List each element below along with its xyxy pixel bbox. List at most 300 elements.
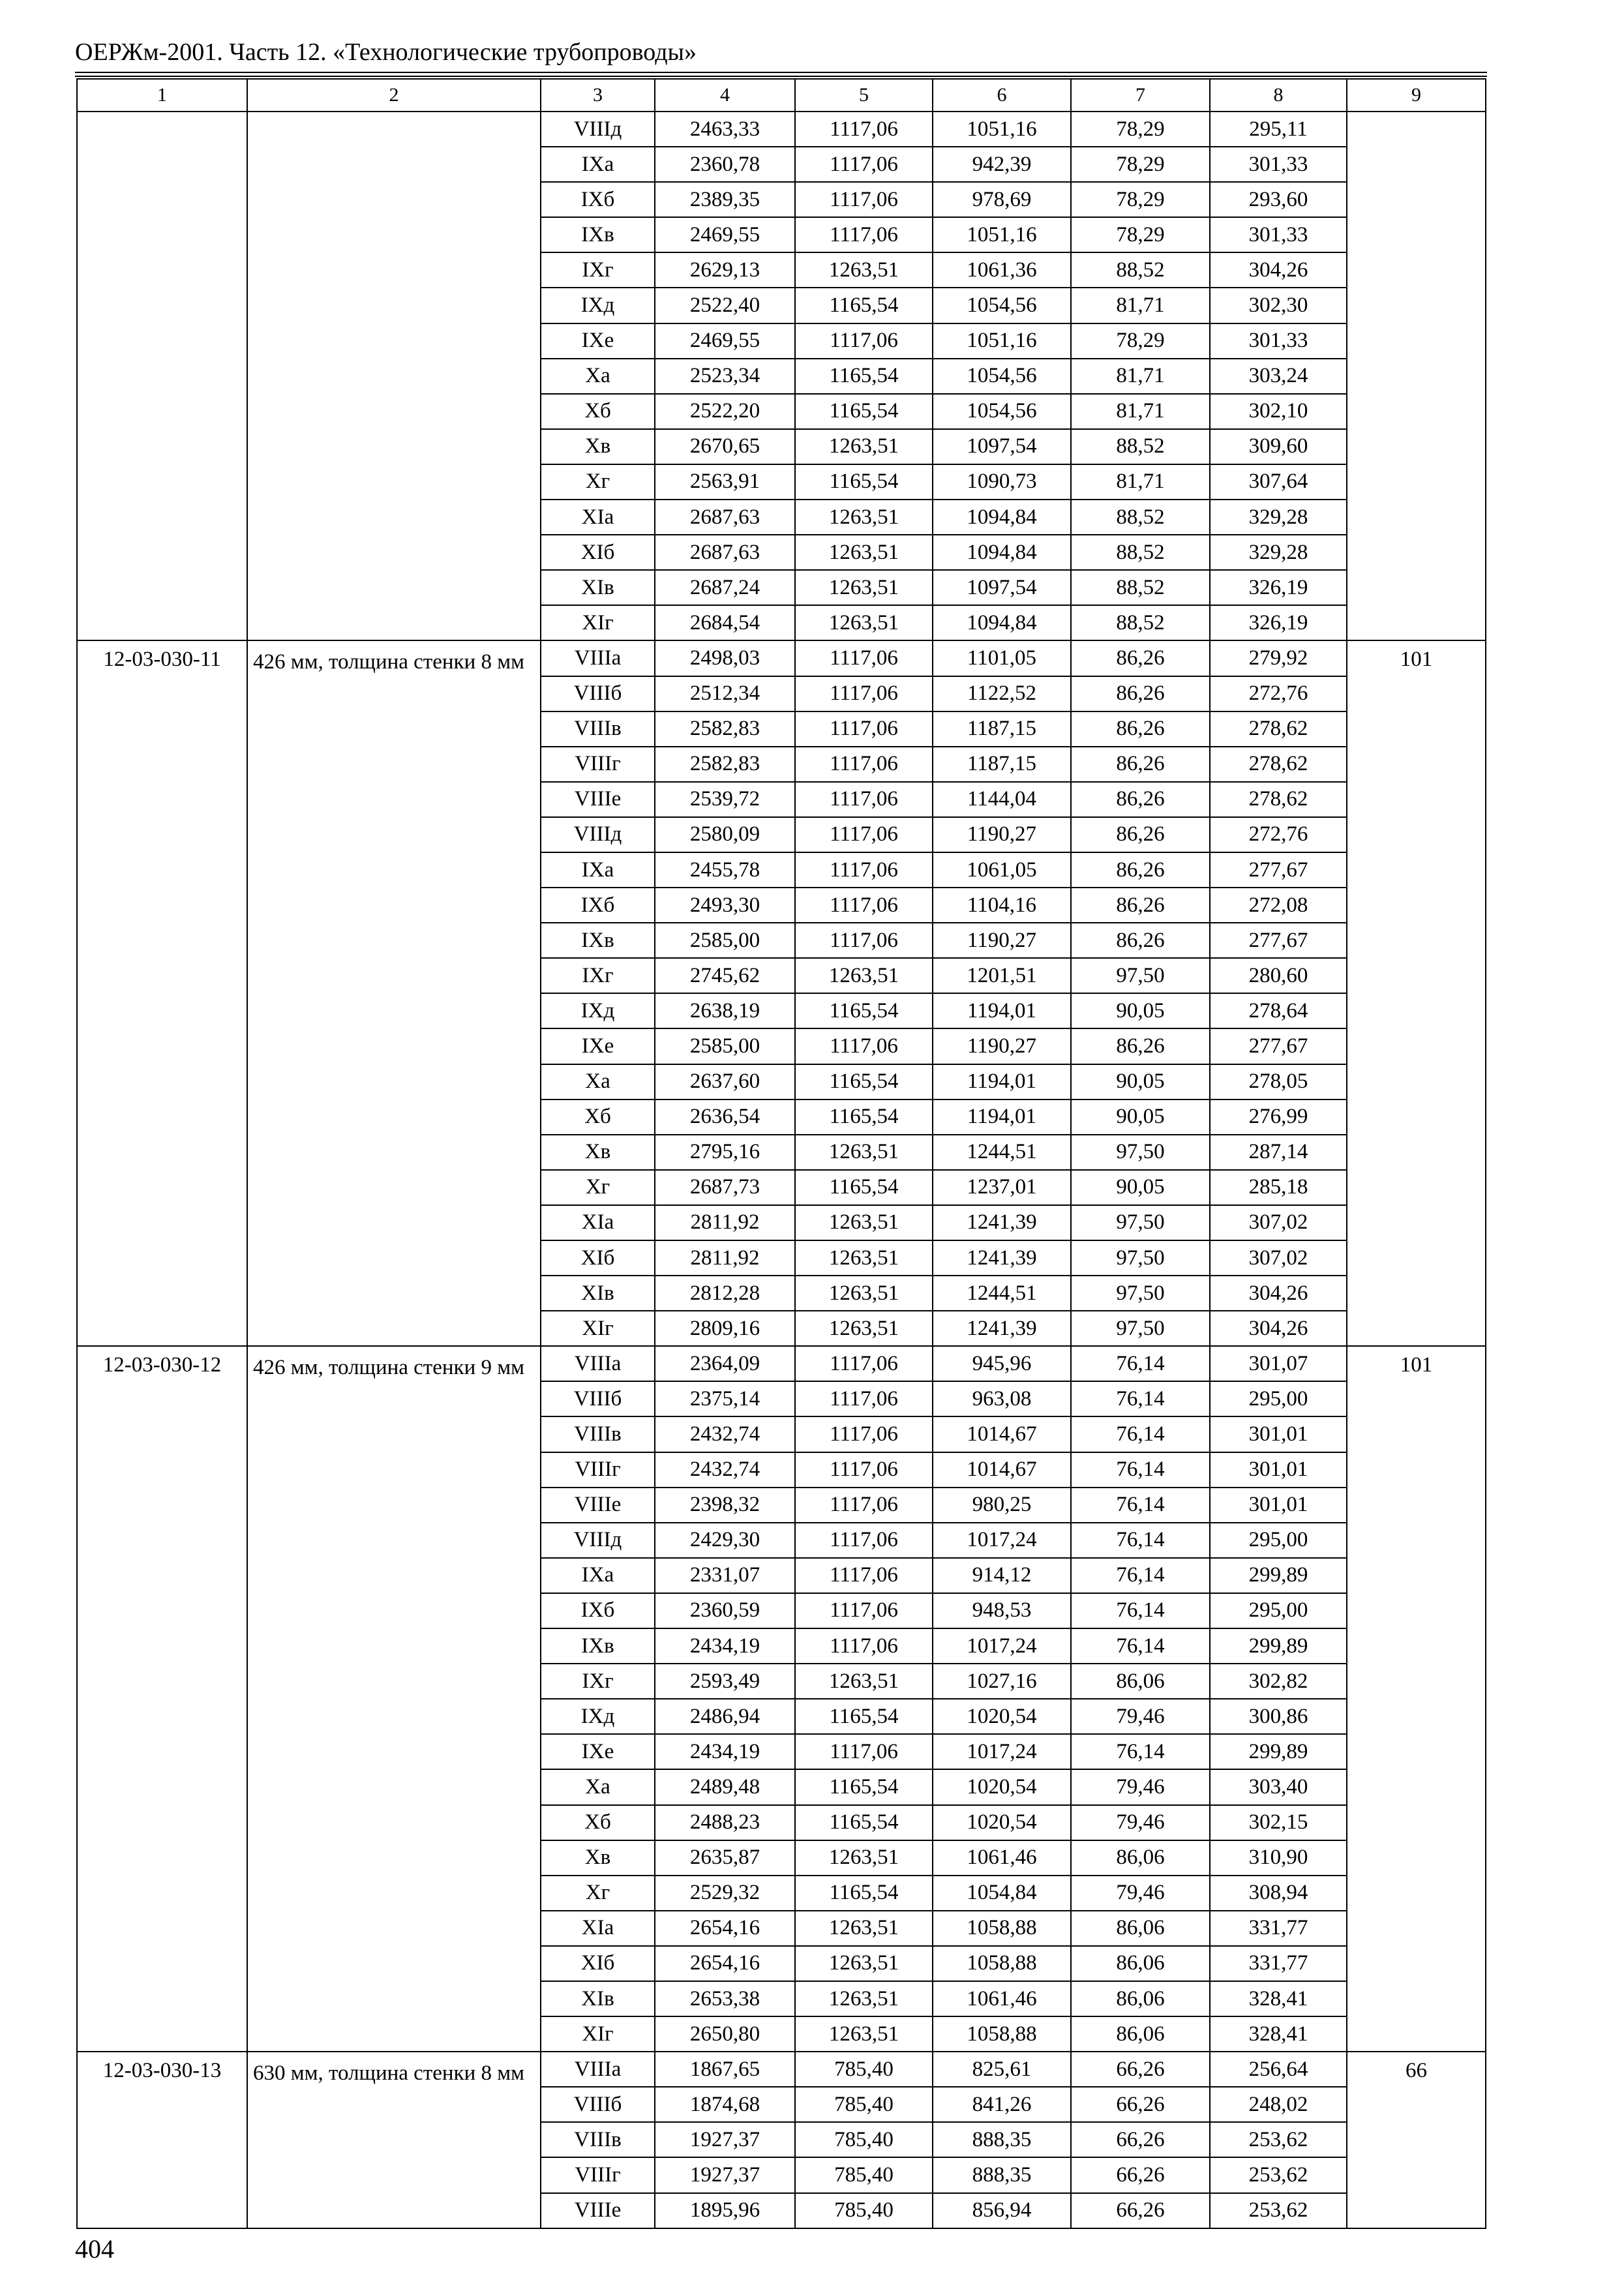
value-cell: 1027,16 [933,1664,1071,1699]
value-cell: 2670,65 [655,429,795,464]
zone-cell: VIIIб [541,676,655,711]
value-cell: 278,64 [1210,993,1347,1028]
value-cell: 78,29 [1071,147,1210,182]
value-cell: 88,52 [1071,535,1210,570]
value-cell: 978,69 [933,182,1071,217]
zone-cell: XIг [541,605,655,640]
value-cell: 1117,06 [795,217,933,252]
value-cell: 295,11 [1210,112,1347,147]
column-number-cell: 6 [933,79,1071,112]
zone-cell: IXд [541,993,655,1028]
value-cell: 1263,51 [795,1240,933,1276]
value-cell: 2687,63 [655,500,795,535]
value-cell: 1187,15 [933,711,1071,747]
value-cell: 1017,24 [933,1734,1071,1769]
value-cell: 1263,51 [795,1205,933,1240]
zone-cell: VIIIд [541,1523,655,1558]
value-cell: 326,19 [1210,605,1347,640]
value-cell: 914,12 [933,1558,1071,1593]
value-cell: 331,77 [1210,1946,1347,1981]
value-cell: 66,26 [1071,2122,1210,2157]
value-cell: 1017,24 [933,1523,1071,1558]
zone-cell: Xв [541,1135,655,1170]
value-cell: 97,50 [1071,1311,1210,1346]
value-cell: 302,10 [1210,394,1347,429]
zone-cell: IXг [541,1664,655,1699]
value-cell: 1051,16 [933,112,1071,147]
value-cell: 1144,04 [933,782,1071,817]
value-cell: 1165,54 [795,993,933,1028]
value-cell: 1117,06 [795,1452,933,1488]
value-cell: 942,39 [933,147,1071,182]
value-cell: 1117,06 [795,1028,933,1064]
value-cell: 276,99 [1210,1100,1347,1135]
value-cell: 253,62 [1210,2122,1347,2157]
zone-cell: IXд [541,1699,655,1734]
value-cell: 1051,16 [933,323,1071,359]
value-cell: 1194,01 [933,1100,1071,1135]
rate-code-cell: 12-03-030-12 [77,1346,247,2052]
value-cell: 301,33 [1210,323,1347,359]
column-number-cell: 8 [1210,79,1347,112]
value-cell: 1058,88 [933,2016,1071,2052]
value-cell: 76,14 [1071,1416,1210,1452]
zone-cell: IXв [541,923,655,958]
value-cell: 277,67 [1210,923,1347,958]
value-cell: 303,24 [1210,359,1347,394]
value-cell: 97,50 [1071,1135,1210,1170]
value-cell: 66,26 [1071,2087,1210,2122]
value-cell: 2364,09 [655,1346,795,1381]
value-cell: 1190,27 [933,923,1071,958]
value-cell: 76,14 [1071,1346,1210,1381]
value-cell: 81,71 [1071,394,1210,429]
value-cell: 1244,51 [933,1135,1071,1170]
value-cell: 1051,16 [933,217,1071,252]
value-cell: 2434,19 [655,1628,795,1664]
value-cell: 1014,67 [933,1452,1071,1488]
rate-code-cell: 12-03-030-13 [77,2052,247,2228]
value-cell: 79,46 [1071,1699,1210,1734]
value-cell: 329,28 [1210,500,1347,535]
zone-cell: IXб [541,888,655,923]
value-cell: 1117,06 [795,923,933,958]
value-cell: 301,07 [1210,1346,1347,1381]
value-cell: 1054,84 [933,1876,1071,1911]
table-row [77,640,1486,676]
value-cell: 86,26 [1071,1028,1210,1064]
value-cell: 329,28 [1210,535,1347,570]
value-cell: 2563,91 [655,464,795,500]
value-cell: 76,14 [1071,1558,1210,1593]
value-cell: 1104,16 [933,888,1071,923]
zone-cell: VIIIг [541,2157,655,2192]
value-cell: 1263,51 [795,958,933,993]
value-cell: 1201,51 [933,958,1071,993]
value-cell: 1263,51 [795,2016,933,2052]
value-cell: 1117,06 [795,147,933,182]
value-cell: 2580,09 [655,817,795,852]
value-cell: 1061,46 [933,1981,1071,2016]
value-cell: 272,08 [1210,888,1347,923]
value-cell: 2493,30 [655,888,795,923]
value-cell: 278,62 [1210,747,1347,782]
value-cell: 1165,54 [795,1064,933,1100]
value-cell: 97,50 [1071,958,1210,993]
value-cell: 86,06 [1071,2016,1210,2052]
value-cell: 2638,19 [655,993,795,1028]
value-cell: 856,94 [933,2193,1071,2228]
column-number-cell: 4 [655,79,795,112]
value-cell: 78,29 [1071,112,1210,147]
value-cell: 79,46 [1071,1876,1210,1911]
value-cell: 1263,51 [795,1135,933,1170]
value-cell: 86,06 [1071,1840,1210,1876]
value-cell: 1244,51 [933,1276,1071,1311]
value-cell: 86,26 [1071,747,1210,782]
value-cell: 308,94 [1210,1876,1347,1911]
value-cell: 2522,40 [655,288,795,323]
value-cell: 1241,39 [933,1240,1071,1276]
value-cell: 1165,54 [795,464,933,500]
zone-cell: IXг [541,958,655,993]
value-cell: 2585,00 [655,923,795,958]
zone-cell: VIIIд [541,817,655,852]
value-cell: 328,41 [1210,1981,1347,2016]
value-cell: 2488,23 [655,1805,795,1840]
value-cell: 66,26 [1071,2052,1210,2087]
value-cell: 2635,87 [655,1840,795,1876]
value-cell: 277,67 [1210,852,1347,888]
value-cell: 86,06 [1071,1946,1210,1981]
value-cell: 1263,51 [795,1840,933,1876]
value-cell: 272,76 [1210,817,1347,852]
value-cell: 1263,51 [795,1664,933,1699]
value-cell: 785,40 [795,2052,933,2087]
value-cell: 2512,34 [655,676,795,711]
zone-cell: Xб [541,1805,655,1840]
column-9-cell: 101 [1347,1346,1486,2052]
value-cell: 278,62 [1210,782,1347,817]
value-cell: 1094,84 [933,500,1071,535]
value-cell: 785,40 [795,2087,933,2122]
value-cell: 1094,84 [933,605,1071,640]
zone-cell: XIб [541,1240,655,1276]
zone-cell: VIIIа [541,640,655,676]
value-cell: 2687,73 [655,1170,795,1205]
value-cell: 1117,06 [795,817,933,852]
value-cell: 1117,06 [795,888,933,923]
value-cell: 2650,80 [655,2016,795,2052]
value-cell: 1237,01 [933,1170,1071,1205]
zone-cell: XIа [541,1205,655,1240]
value-cell: 1061,05 [933,852,1071,888]
header-rule-bottom [75,76,1487,77]
value-cell: 86,06 [1071,1664,1210,1699]
value-cell: 301,33 [1210,147,1347,182]
value-cell: 2529,32 [655,1876,795,1911]
value-cell: 307,02 [1210,1240,1347,1276]
zone-cell: IXа [541,1558,655,1593]
value-cell: 272,76 [1210,676,1347,711]
value-cell: 86,06 [1071,1981,1210,2016]
value-cell: 300,86 [1210,1699,1347,1734]
zone-cell: IXа [541,147,655,182]
value-cell: 2745,62 [655,958,795,993]
value-cell: 1101,05 [933,640,1071,676]
table-row [77,1346,1486,1381]
value-cell: 293,60 [1210,182,1347,217]
value-cell: 331,77 [1210,1911,1347,1946]
zone-cell: IXе [541,1734,655,1769]
rate-description-cell [247,112,541,640]
value-cell: 963,08 [933,1381,1071,1416]
zone-cell: Xб [541,1100,655,1135]
value-cell: 248,02 [1210,2087,1347,2122]
value-cell: 1895,96 [655,2193,795,2228]
zone-cell: VIIIа [541,2052,655,2087]
rate-description-cell: 630 мм, толщина стенки 8 мм [247,2052,541,2228]
value-cell: 1117,06 [795,852,933,888]
value-cell: 76,14 [1071,1488,1210,1523]
value-cell: 980,25 [933,1488,1071,1523]
zone-cell: XIб [541,1946,655,1981]
value-cell: 1165,54 [795,394,933,429]
value-cell: 88,52 [1071,570,1210,605]
value-cell: 278,05 [1210,1064,1347,1100]
value-cell: 86,26 [1071,817,1210,852]
value-cell: 301,01 [1210,1488,1347,1523]
value-cell: 307,64 [1210,464,1347,500]
value-cell: 303,40 [1210,1769,1347,1804]
value-cell: 2654,16 [655,1911,795,1946]
value-cell: 1165,54 [795,1876,933,1911]
value-cell: 2469,55 [655,323,795,359]
value-cell: 945,96 [933,1346,1071,1381]
value-cell: 1165,54 [795,1170,933,1205]
table-row [77,2052,1486,2087]
value-cell: 1263,51 [795,1911,933,1946]
zone-cell: Xг [541,464,655,500]
value-cell: 1117,06 [795,1416,933,1452]
value-cell: 2684,54 [655,605,795,640]
column-9-cell: 101 [1347,640,1486,1346]
value-cell: 1190,27 [933,817,1071,852]
value-cell: 2582,83 [655,747,795,782]
value-cell: 2375,14 [655,1381,795,1416]
value-cell: 2654,16 [655,1946,795,1981]
zone-cell: IXа [541,852,655,888]
value-cell: 1090,73 [933,464,1071,500]
value-cell: 2811,92 [655,1205,795,1240]
value-cell: 301,01 [1210,1416,1347,1452]
value-cell: 1194,01 [933,1064,1071,1100]
value-cell: 285,18 [1210,1170,1347,1205]
value-cell: 277,67 [1210,1028,1347,1064]
zone-cell: XIв [541,570,655,605]
value-cell: 785,40 [795,2193,933,2228]
zone-cell: Xг [541,1170,655,1205]
value-cell: 2687,24 [655,570,795,605]
value-cell: 785,40 [795,2157,933,2192]
value-cell: 1117,06 [795,747,933,782]
zone-cell: XIа [541,1911,655,1946]
value-cell: 302,82 [1210,1664,1347,1699]
value-cell: 1187,15 [933,747,1071,782]
column-number-cell: 1 [77,79,247,112]
value-cell: 2389,35 [655,182,795,217]
value-cell: 88,52 [1071,429,1210,464]
value-cell: 948,53 [933,1593,1071,1628]
value-cell: 304,26 [1210,1276,1347,1311]
zone-cell: VIIIг [541,747,655,782]
value-cell: 90,05 [1071,1170,1210,1205]
value-cell: 1263,51 [795,605,933,640]
zone-cell: IXе [541,323,655,359]
value-cell: 1263,51 [795,252,933,288]
column-number-cell: 2 [247,79,541,112]
value-cell: 90,05 [1071,993,1210,1028]
value-cell: 66,26 [1071,2193,1210,2228]
value-cell: 301,01 [1210,1452,1347,1488]
value-cell: 88,52 [1071,252,1210,288]
value-cell: 76,14 [1071,1628,1210,1664]
value-cell: 1058,88 [933,1946,1071,1981]
value-cell: 86,06 [1071,1911,1210,1946]
value-cell: 2653,38 [655,1981,795,2016]
value-cell: 888,35 [933,2122,1071,2157]
zone-cell: VIIIг [541,1452,655,1488]
column-9-cell: 66 [1347,2052,1486,2228]
value-cell: 1020,54 [933,1805,1071,1840]
value-cell: 1165,54 [795,1805,933,1840]
zone-cell: IXб [541,182,655,217]
value-cell: 841,26 [933,2087,1071,2122]
value-cell: 86,26 [1071,923,1210,958]
value-cell: 299,89 [1210,1628,1347,1664]
value-cell: 1165,54 [795,288,933,323]
column-number-cell: 3 [541,79,655,112]
value-cell: 1117,06 [795,1558,933,1593]
value-cell: 1017,24 [933,1628,1071,1664]
value-cell: 1097,54 [933,570,1071,605]
value-cell: 304,26 [1210,252,1347,288]
value-cell: 2636,54 [655,1100,795,1135]
zone-cell: Xг [541,1876,655,1911]
value-cell: 1263,51 [795,1311,933,1346]
value-cell: 66,26 [1071,2157,1210,2192]
value-cell: 1263,51 [795,570,933,605]
zone-cell: XIг [541,2016,655,2052]
value-cell: 86,26 [1071,711,1210,747]
value-cell: 326,19 [1210,570,1347,605]
value-cell: 287,14 [1210,1135,1347,1170]
zone-cell: IXе [541,1028,655,1064]
zone-cell: VIIIд [541,112,655,147]
value-cell: 1117,06 [795,676,933,711]
value-cell: 328,41 [1210,2016,1347,2052]
value-cell: 90,05 [1071,1064,1210,1100]
value-cell: 2523,34 [655,359,795,394]
value-cell: 2331,07 [655,1558,795,1593]
value-cell: 2429,30 [655,1523,795,1558]
page-number: 404 [75,2234,114,2264]
zone-cell: XIб [541,535,655,570]
value-cell: 81,71 [1071,359,1210,394]
value-cell: 1020,54 [933,1699,1071,1734]
value-cell: 1117,06 [795,323,933,359]
value-cell: 302,30 [1210,288,1347,323]
value-cell: 2795,16 [655,1135,795,1170]
value-cell: 2498,03 [655,640,795,676]
value-cell: 78,29 [1071,323,1210,359]
value-cell: 81,71 [1071,464,1210,500]
value-cell: 2486,94 [655,1699,795,1734]
value-cell: 302,15 [1210,1805,1347,1840]
value-cell: 76,14 [1071,1452,1210,1488]
zone-cell: VIIIб [541,1381,655,1416]
value-cell: 1165,54 [795,1769,933,1804]
value-cell: 1927,37 [655,2157,795,2192]
value-cell: 1117,06 [795,1628,933,1664]
value-cell: 88,52 [1071,500,1210,535]
value-cell: 1263,51 [795,1981,933,2016]
value-cell: 76,14 [1071,1523,1210,1558]
value-cell: 1058,88 [933,1911,1071,1946]
value-cell: 2434,19 [655,1734,795,1769]
zone-cell: VIIIв [541,1416,655,1452]
value-cell: 253,62 [1210,2157,1347,2192]
zone-cell: Xа [541,359,655,394]
value-cell: 1061,46 [933,1840,1071,1876]
value-cell: 2812,28 [655,1276,795,1311]
value-cell: 1263,51 [795,1946,933,1981]
rate-code-cell: 12-03-030-11 [77,640,247,1346]
zone-cell: Xб [541,394,655,429]
value-cell: 81,71 [1071,288,1210,323]
rate-code-cell [77,112,247,640]
value-cell: 2489,48 [655,1769,795,1804]
value-cell: 2593,49 [655,1664,795,1699]
price-table [76,78,1486,2229]
zone-cell: Xв [541,429,655,464]
header-rule-top [75,72,1487,73]
value-cell: 1054,56 [933,359,1071,394]
value-cell: 1263,51 [795,429,933,464]
zone-cell: XIа [541,500,655,535]
value-cell: 278,62 [1210,711,1347,747]
zone-cell: XIв [541,1276,655,1311]
value-cell: 2585,00 [655,1028,795,1064]
value-cell: 1054,56 [933,394,1071,429]
value-cell: 76,14 [1071,1381,1210,1416]
value-cell: 299,89 [1210,1558,1347,1593]
value-cell: 88,52 [1071,605,1210,640]
zone-cell: XIв [541,1981,655,2016]
value-cell: 1054,56 [933,288,1071,323]
value-cell: 1165,54 [795,359,933,394]
value-cell: 295,00 [1210,1381,1347,1416]
value-cell: 1263,51 [795,500,933,535]
value-cell: 2582,83 [655,711,795,747]
value-cell: 307,02 [1210,1205,1347,1240]
value-cell: 97,50 [1071,1276,1210,1311]
value-cell: 301,33 [1210,217,1347,252]
table-body [77,79,1486,2228]
value-cell: 2469,55 [655,217,795,252]
value-cell: 86,26 [1071,888,1210,923]
value-cell: 86,26 [1071,782,1210,817]
